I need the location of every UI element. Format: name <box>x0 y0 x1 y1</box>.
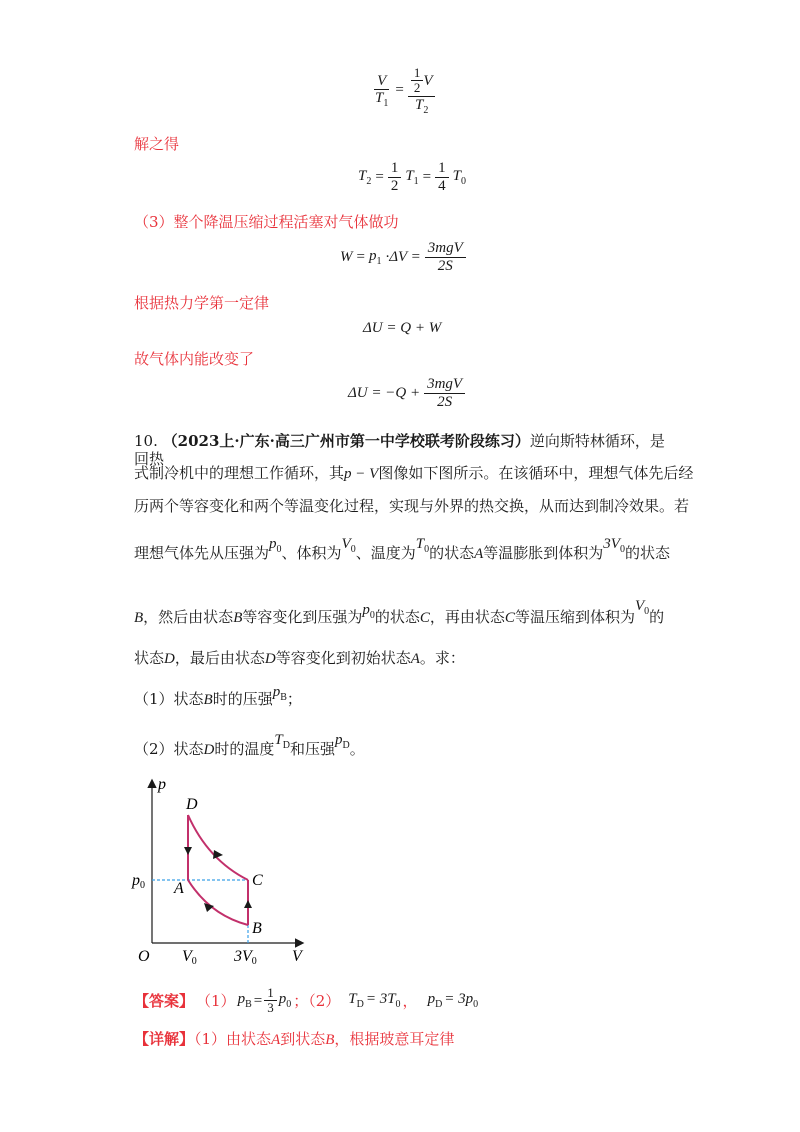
energy-label: 故气体内能改变了 <box>134 350 255 368</box>
axis-label-v: V <box>292 948 302 965</box>
tick-label-v0: V0 <box>182 948 197 967</box>
point-label-a: A <box>174 880 184 897</box>
tick-label-3v0: 3V0 <box>234 948 257 967</box>
point-label-c: C <box>252 872 263 889</box>
equation-charles-law: $\frac{V}{T_1}$ = $\frac{1}{2}$ V $T_2$ <box>372 66 435 116</box>
process-a-b <box>188 880 248 925</box>
problem-line-6: 状态D，最后由状态D等容变化到初始状态A。求： <box>134 649 465 667</box>
detail-tag: 【详解】 <box>134 1030 195 1048</box>
problem-line-4: 理想气体先从压强为$p_0$、体积为$V_0$、温度为$T_0$的状态A等温膨胀到体积为$3V_0$的状态 <box>134 536 670 562</box>
fraction-rhs: $\frac{1}{2}$ V $T_2$ <box>408 66 436 116</box>
problem-line-1: 10. （2023上·广东·高三广州市第一中学校联考阶段练习）逆向斯特林循环，是回热 <box>134 432 665 468</box>
equation-first-law: ΔU = Q + W <box>363 320 442 336</box>
solve-label: 解之得 <box>134 135 180 153</box>
equation-t2: $T_2$ = $\frac{1}{2}$ $T_1$ = $\frac{1}{4}$ $T_0$ <box>358 160 466 194</box>
part3-label: （3）整个降温压缩过程活塞对气体做功 <box>134 213 399 231</box>
pv-diagram <box>130 775 320 970</box>
arrow-down-icon <box>184 847 192 855</box>
point-label-d: D <box>186 796 198 813</box>
process-c-d <box>188 815 248 880</box>
problem-line-5: B，然后由状态B等容变化到压强为$p_0$的状态C，再由状态C等温压缩到体积为$V_0$的 <box>134 598 665 626</box>
question-2: （2）状态D时的温度$T_D$和压强$p_D$。 <box>134 732 365 758</box>
thermo-label: 根据热力学第一定律 <box>134 294 270 312</box>
fraction-lhs: $\frac{V}{T_1}$ <box>375 72 389 110</box>
tick-label-p0: p0 <box>132 872 145 891</box>
origin-label: O <box>138 948 150 965</box>
answer-tag: 【答案】 <box>134 991 195 1010</box>
problem-line-3: 历两个等容变化和两个等温变化过程，实现与外界的热交换，从而达到制冷效果。若 <box>134 497 690 515</box>
detail-line: 【详解】（1）由状态A到状态B，根据玻意耳定律 <box>134 1030 455 1048</box>
arrow-up-icon <box>244 900 252 908</box>
equation-work: W = $p_1$ ·ΔV = $\frac{\text{3mgV}}{2S}$ <box>340 240 466 274</box>
answer-line: 【答案】 （1） $p_B$ = $\frac{1}{3}$ $p_0$ ；（2） $T_D$ = $3T_0$ ， $p_D$ = $3p_0$ <box>134 985 479 1016</box>
axis-label-p: p <box>158 776 166 793</box>
cycle-path <box>188 815 248 925</box>
question-1: （1）状态B时的压强$p_B$； <box>134 684 302 708</box>
equation-energy-change: ΔU = −Q + $\frac{\text{3mgV}}{2S}$ <box>348 376 465 410</box>
point-label-b: B <box>252 920 262 937</box>
problem-line-2: 式制冷机中的理想工作循环，其p − V图像如下图所示。在该循环中，理想气体先后经 <box>134 464 694 482</box>
